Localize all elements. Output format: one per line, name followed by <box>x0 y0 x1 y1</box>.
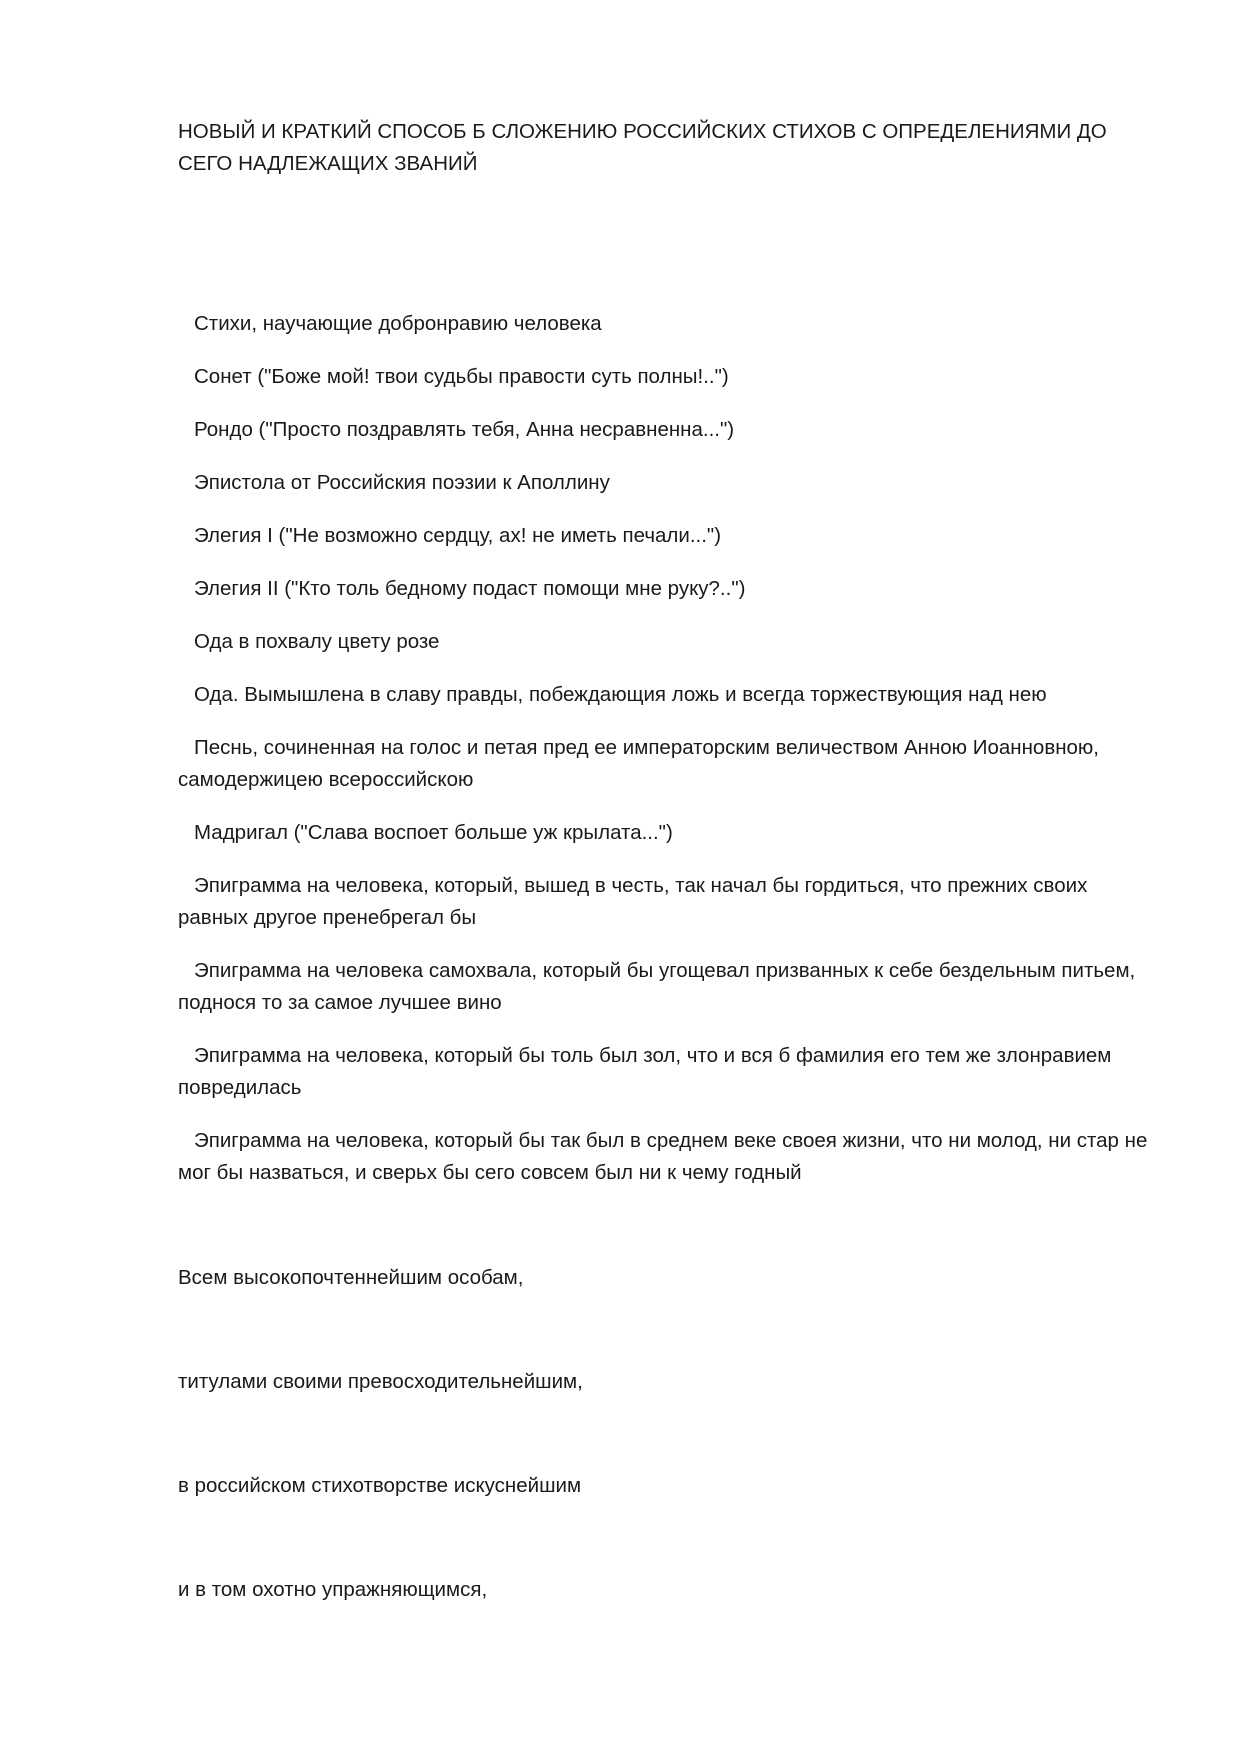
dedication-line: в российском стихотворстве искуснейшим <box>178 1474 582 1497</box>
toc-item: Эпистола от Российския поэзии к Аполлину <box>194 471 610 494</box>
dedication-line: и в том охотно упражняющимся, <box>178 1578 488 1601</box>
toc-item: Стихи, научающие добронравию человека <box>194 312 602 335</box>
toc-item: Элегия II ("Кто толь бедному подаст помощи мне руку?..") <box>194 577 746 600</box>
toc-item: Эпиграмма на человека самохвала, который бы угощевал призванных к себе бездельным питьем, поднося то за самое лучшее вино <box>178 959 1136 1014</box>
toc-item: Ода в похвалу цвету розе <box>194 630 440 653</box>
table-of-contents <box>178 308 1158 1210</box>
toc-item: Эпиграмма на человека, который, вышед в честь, так начал бы гордиться, что прежних своих равных другое пренебрегал бы <box>178 874 1088 929</box>
document-title: НОВЫЙ И КРАТКИЙ СПОСОБ Б СЛОЖЕНИЮ РОССИЙСКИХ СТИХОВ С ОПРЕДЕЛЕНИЯМИ ДО СЕГО НАДЛЕЖАЩИХ ЗВАНИЙ <box>178 120 1107 175</box>
toc-item: Мадригал ("Слава воспоет больше уж крылата...") <box>194 821 673 844</box>
toc-item: Элегия I ("Не возможно сердцу, ах! не иметь печали...") <box>194 524 722 547</box>
toc-item: Песнь, сочиненная на голос и петая пред ее императорским величеством Анною Иоанновною, самодержицею всероссийскою <box>178 736 1100 791</box>
toc-item: Сонет ("Боже мой! твои судьбы правости суть полны!..") <box>194 365 729 388</box>
toc-item: Эпиграмма на человека, который бы толь был зол, что и вся б фамилия его тем же злонравием повредилась <box>178 1044 1112 1099</box>
dedication-line: титулами своими превосходительнейшим, <box>178 1370 583 1393</box>
toc-item: Рондо ("Просто поздравлять тебя, Анна несравненна...") <box>194 418 735 441</box>
toc-item: Эпиграмма на человека, который бы так был в среднем веке своея жизни, что ни молод, ни стар не мог бы назваться, и сверьх бы сего совсем был ни к чему годный <box>178 1129 1148 1184</box>
toc-item: Ода. Вымышлена в славу правды, побеждающия ложь и всегда торжествующия над нею <box>194 683 1047 706</box>
dedication-line: Всем высокопочтеннейшим особам, <box>178 1266 524 1289</box>
